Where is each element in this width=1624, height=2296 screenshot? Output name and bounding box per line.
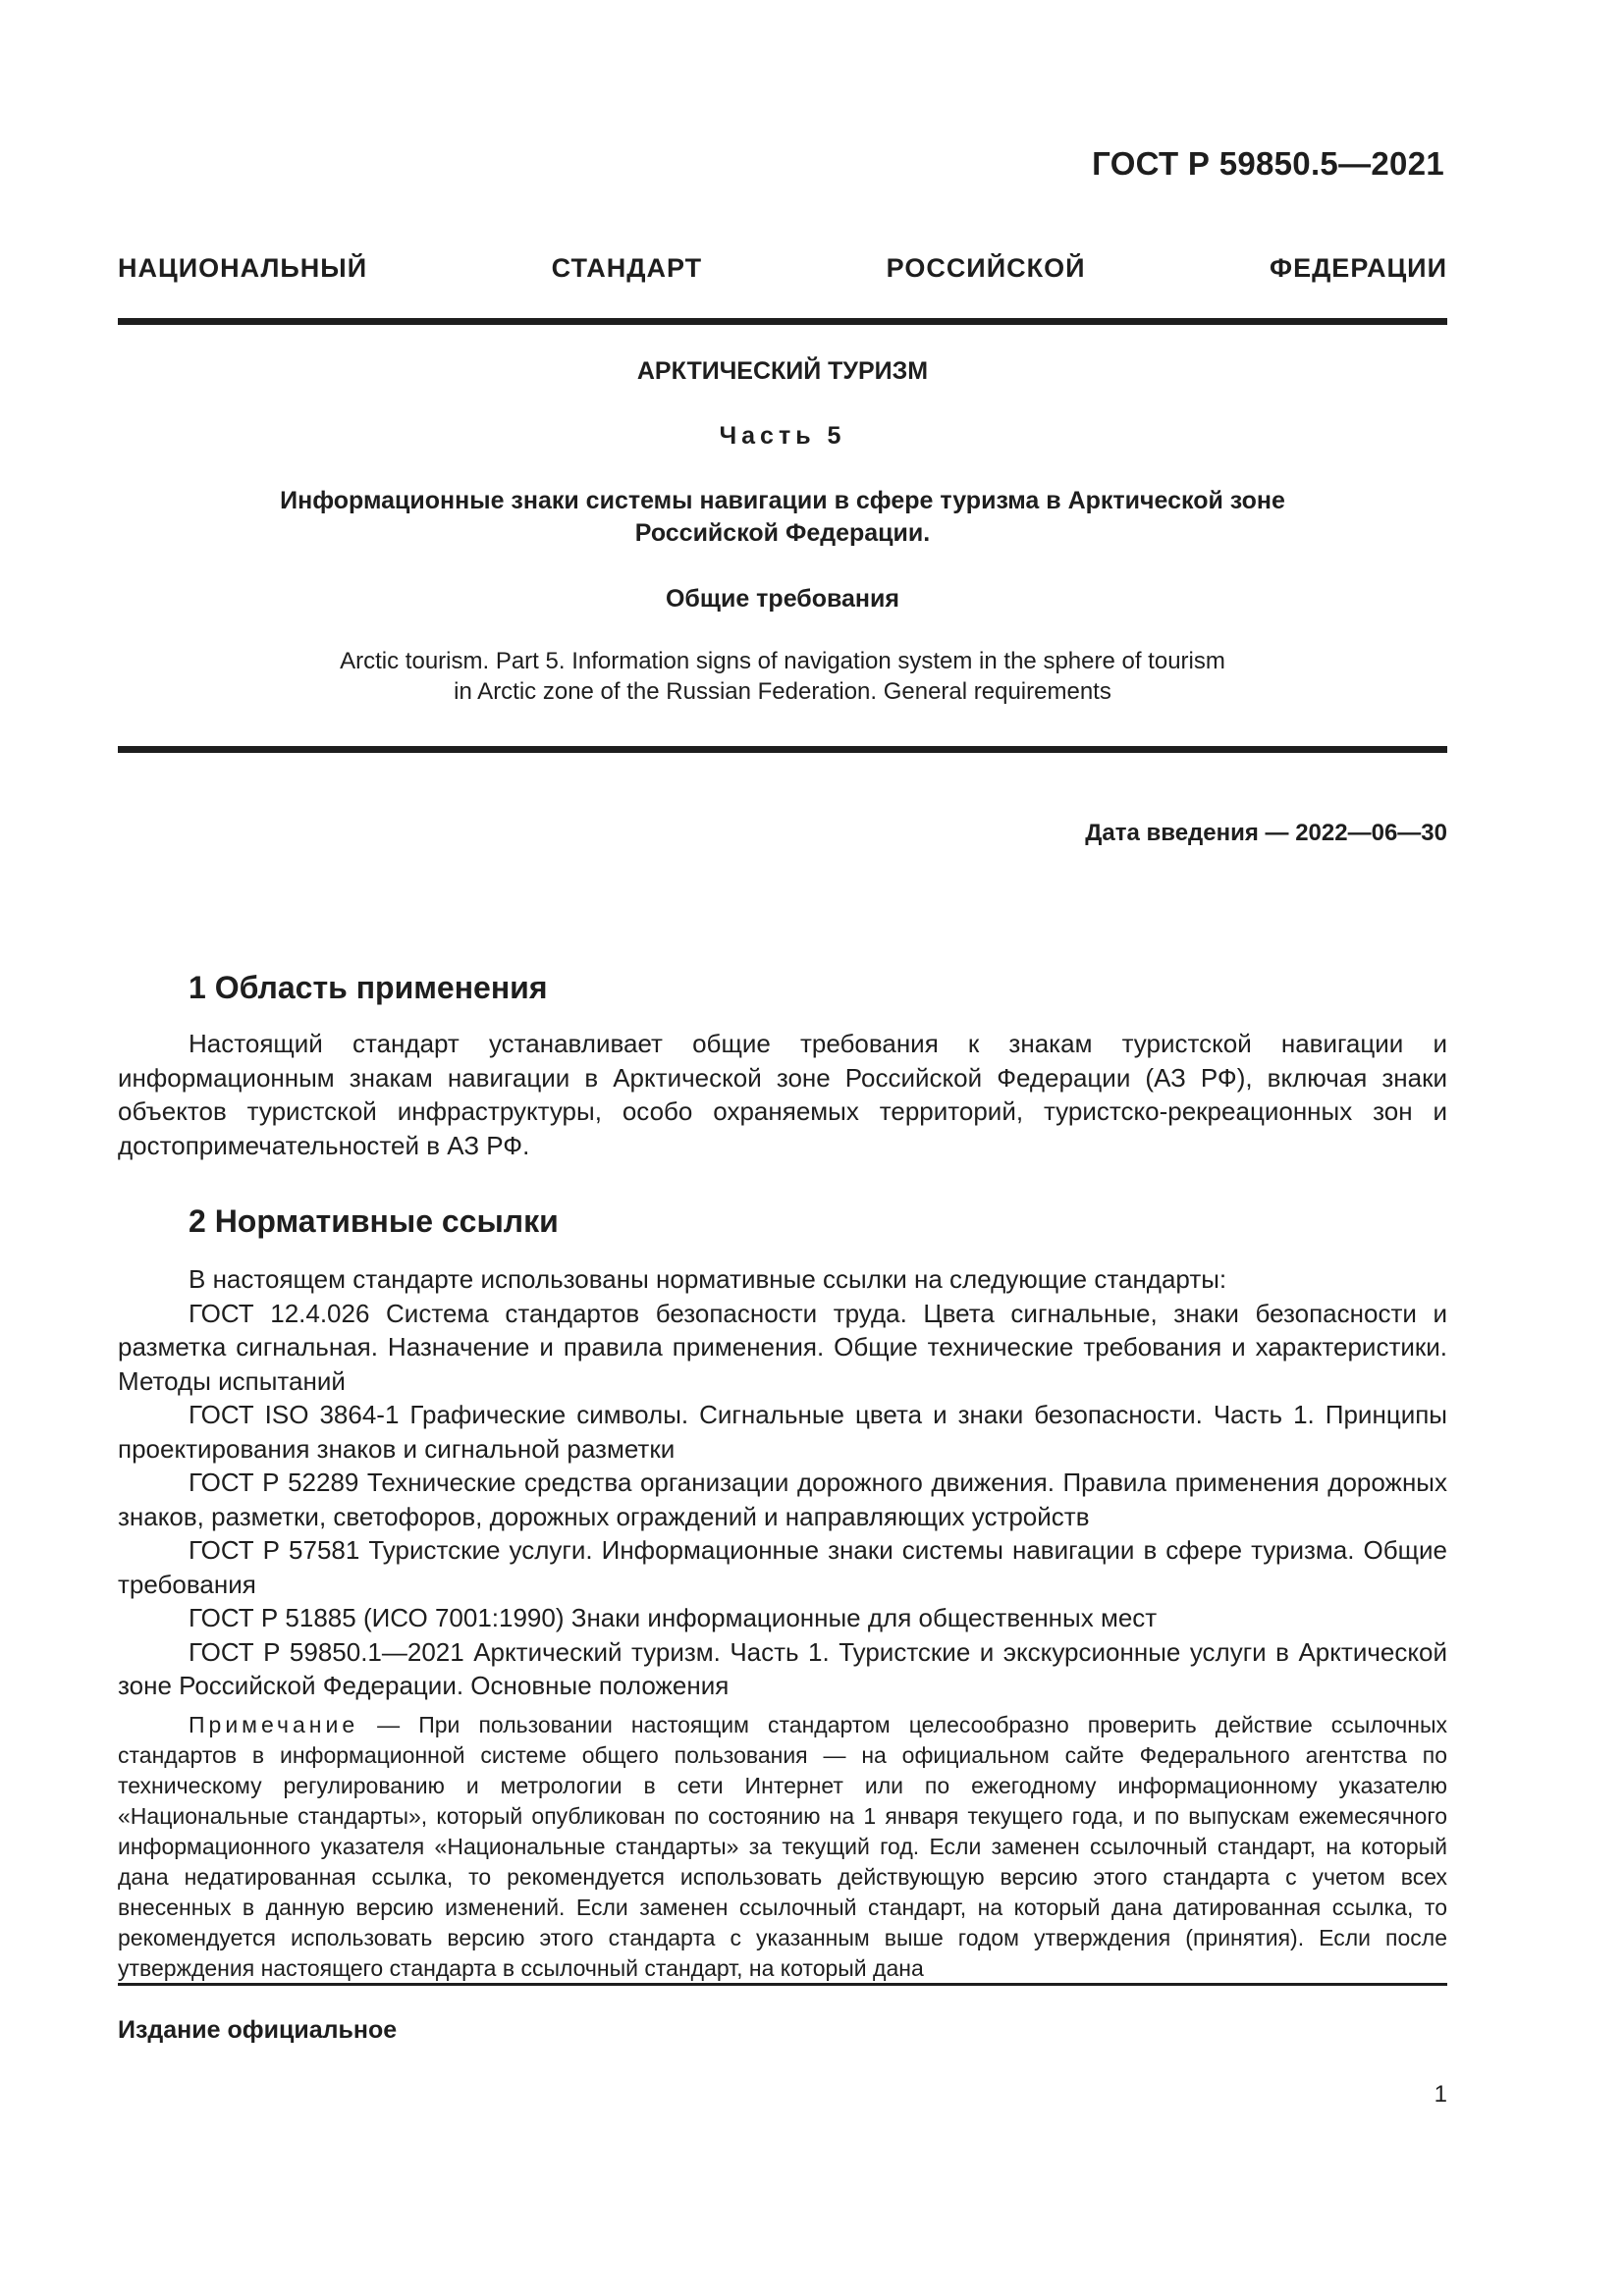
reference-item: ГОСТ Р 51885 (ИСО 7001:1990) Знаки информационные для общественных мест: [189, 1603, 1158, 1632]
title-bottom-divider: [118, 746, 1447, 753]
page-number: 1: [1434, 2081, 1447, 2108]
reference-item: ГОСТ Р 52289 Технические средства организации дорожного движения. Правила применения дорожных знаков, разметки, светофоров, дорожных ограждений и направляющих устройств: [118, 1468, 1447, 1531]
section-1-body: [118, 1027, 1447, 1162]
reference-item: ГОСТ Р 57581 Туристские услуги. Информационные знаки системы навигации в сфере туризма. Общие требования: [118, 1535, 1447, 1599]
english-title-line: Arctic tourism. Part 5. Information signs of navigation system in the sphere of tourism: [340, 648, 1225, 674]
reference-item: ГОСТ Р 59850.1—2021 Арктический туризм. Часть 1. Туристские и экскурсионные услуги в Арктической зоне Российской Федерации. Основные положения: [118, 1636, 1447, 1700]
subtitle-line: Российской Федерации.: [634, 519, 931, 547]
section-1-heading: 1 Область применения: [189, 970, 548, 1005]
subtitle-line: Информационные знаки системы навигации в сфере туризма в Арктической зоне: [280, 487, 1285, 514]
note-label: Примечание: [189, 1712, 359, 1737]
standard-title: АРКТИЧЕСКИЙ ТУРИЗМ: [636, 357, 929, 385]
part-number: Часть 5: [719, 422, 846, 450]
introduction-date: Дата введения — 2022—06—30: [1085, 820, 1447, 846]
section-2-heading: 2 Нормативные ссылки: [189, 1203, 559, 1239]
general-requirements-title: Общие требования: [665, 585, 899, 613]
official-edition-label: Издание официальное: [118, 2016, 398, 2044]
standard-subtitle: [118, 485, 1447, 550]
note-block: [118, 1710, 1447, 1984]
english-title-line: in Arctic zone of the Russian Federation. General requirements: [454, 678, 1111, 705]
scope-paragraph: Настоящий стандарт устанавливает общие требования к знакам туристской навигации и информационным знакам навигации в Арктической зоне Российской Федерации (АЗ РФ), включая знаки объектов туристской инфраструктуры, особо охраняемых территорий, туристско-рекреационных зон и достопримечательностей в АЗ РФ.: [118, 1029, 1447, 1160]
top-divider: [118, 318, 1447, 325]
references-intro: В настоящем стандарте использованы нормативные ссылки на следующие стандарты:: [189, 1264, 1227, 1294]
note-text: — При пользовании настоящим стандартом целесообразно проверить действие ссылочных стандартов в информационной системе общего пользования — на официальном сайте Федерального агентства по техническому регулированию и метрологии в сети Интернет или по ежегодному информационному указателю «Национальные стандарты», который опубликован по состоянию на 1 января текущего года, и по выпускам ежемесячного информационного указателя «Национальные стандарты» за текущий год. Если заменен ссылочный стандарт, на который дана недатированная ссылка, то рекомендуется использовать действующую версию этого стандарта с учетом всех внесенных в данную версию изменений. Если заменен ссылочный стандарт, на который дана датированная ссылка, то рекомендуется использовать версию этого стандарта с указанным выше годом утверждения (принятия). Если после утверждения настоящего стандарта в ссылочный стандарт, на который дана: [118, 1712, 1447, 1981]
english-title: [118, 646, 1447, 707]
reference-item: ГОСТ ISO 3864-1 Графические символы. Сигнальные цвета и знаки безопасности. Часть 1. Принципы проектирования знаков и сигнальной разметки: [118, 1400, 1447, 1464]
document-code: ГОСТ Р 59850.5—2021: [1092, 145, 1444, 182]
section-2-body: [118, 1262, 1447, 1703]
reference-item: ГОСТ 12.4.026 Система стандартов безопасности труда. Цвета сигнальные, знаки безопасности и разметка сигнальная. Назначение и правила применения. Общие технические требования и характеристики. Методы испытаний: [118, 1298, 1447, 1396]
footer-divider: [118, 1983, 1447, 1986]
national-standard-banner: НАЦИОНАЛЬНЫЙ СТАНДАРТ РОССИЙСКОЙ ФЕДЕРАЦИИ: [118, 253, 1447, 283]
